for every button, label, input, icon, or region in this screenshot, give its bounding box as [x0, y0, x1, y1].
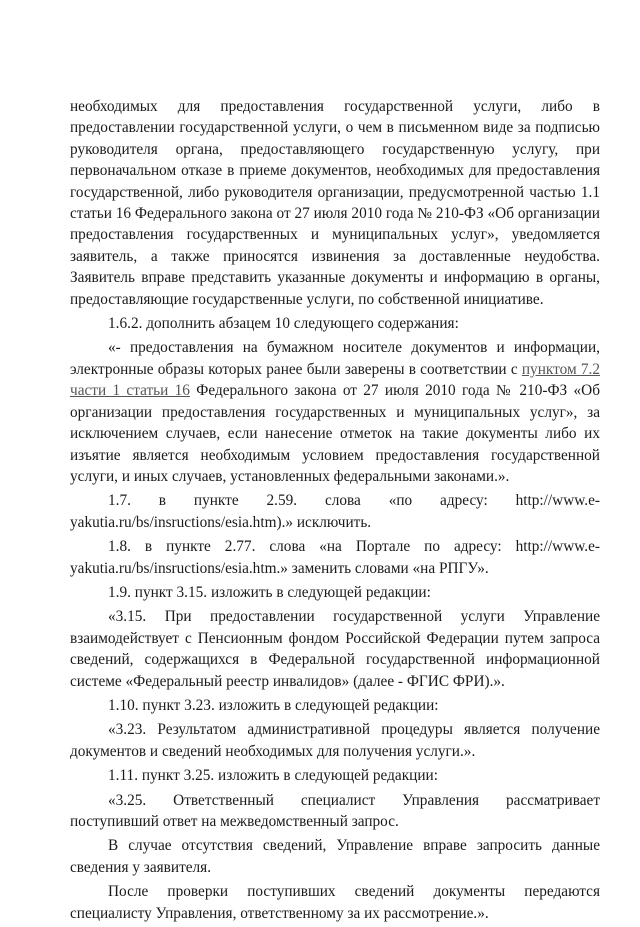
paragraph-quote-provision	[70, 337, 600, 487]
paragraph-3-25: «3.25. Ответственный специалист Управления рассматривает поступивший ответ на межведомственный запрос.	[70, 791, 600, 830]
law-reference-link[interactable]: пунктом 7.2 части 1 статьи 16	[70, 360, 601, 400]
paragraph-after-check: После проверки поступивших сведений документы передаются специалисту Управления, ответственному за их рассмотрение.».	[70, 883, 600, 922]
paragraph-text-part: «- предоставления на бумажном носителе документов и информации, электронные образы которых ранее были заверены в соответствии с	[70, 339, 600, 378]
paragraph-no-data: В случае отсутствия сведений, Управление вправе запросить данные сведения у заявителя.	[70, 837, 600, 876]
paragraph-1-7: 1.7. в пункте 2.59. слова «по адресу: http://www.e-yakutia.ru/bs/insructions/esia.htm).» исключить.	[70, 492, 600, 531]
document-body	[70, 96, 600, 927]
paragraph-3-23: «3.23. Результатом административной процедуры является получение документов и сведений необходимых для получения услуги.».	[70, 721, 600, 760]
paragraph-3-15: «3.15. При предоставлении государственной услуги Управление взаимодействует с Пенсионным фондом Российской Федерации путем запроса сведений, содержащихся в Федеральной государственной информационной системе «Федеральный реестр инвалидов» (далее - ФГИС ФРИ).».	[70, 608, 600, 690]
paragraph-1-9: 1.9. пункт 3.15. изложить в следующей редакции:	[108, 583, 431, 601]
paragraph-1-6-2: 1.6.2. дополнить абзацем 10 следующего содержания:	[108, 315, 459, 333]
paragraph-1-10: 1.10. пункт 3.23. изложить в следующей редакции:	[108, 696, 439, 714]
paragraph-continuation: необходимых для предоставления государственной услуги, либо в предоставлении государственной услуги, о чем в письменном виде за подписью руководителя органа, предоставляющего государственную услугу, при первоначальном отказе в приеме документов, необходимых для предоставления государственной, либо руководителя организации, предусмотренной частью 1.1 статьи 16 Федерального закона от 27 июля 2010 года № 210-ФЗ «Об организации предоставления государственных и муниципальных услуг», уведомляется заявитель, а также приносятся извинения за доставленные неудобства. Заявитель вправе представить указанные документы и информацию в органы, предоставляющие государственные услуги, по собственной инициативе.	[70, 98, 600, 308]
paragraph-1-8: 1.8. в пункте 2.77. слова «на Портале по адресу: http://www.e-yakutia.ru/bs/insructions/esia.htm.» заменить словами «на РПГУ».	[70, 538, 600, 577]
paragraph-text-part: Федерального закона от 27 июля 2010 года № 210-ФЗ «Об организации предоставления государственных и муниципальных услуг», за исключением случаев, если нанесение отметок на такие документы либо их изъятие является необходимым условием предоставления государственной услуги, и иных случаев, установленных федеральными законами.».	[70, 382, 600, 485]
paragraph-1-11: 1.11. пункт 3.25. изложить в следующей редакции:	[108, 767, 438, 785]
